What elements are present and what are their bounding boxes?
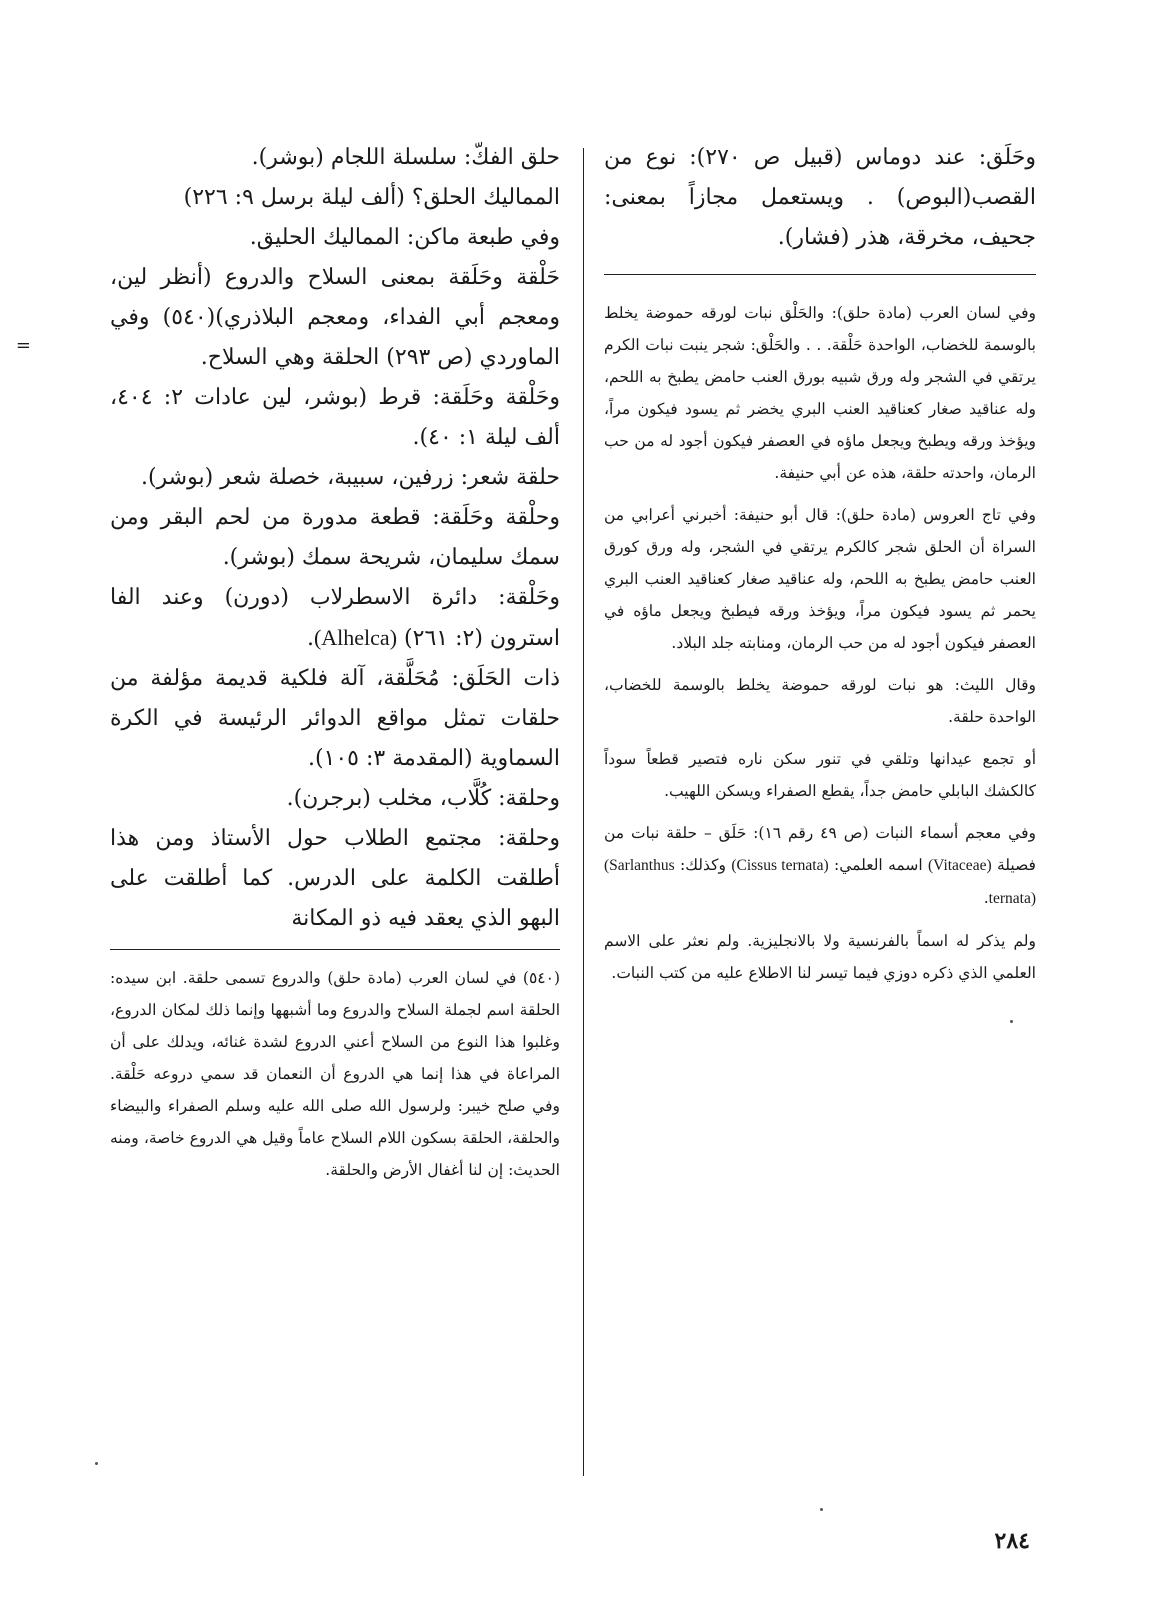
closing-paragraph: ولم يذكر له اسماً بالفرنسية ولا بالانجليزية. ولم نعثر على الاسم العلمي الذي ذكره دوزي فيما تيسر لنا الاطلاع عليه من كتب النبات. (604, 932, 1036, 982)
scan-speck (1010, 1020, 1013, 1023)
note-paragraph: وفي تاج العروس (مادة حلق): قال أبو حنيفة: أخبرني أعرابي من السراة أن الحلق شجر كالكرم يرتقي في الشجر، وله ورق كورق العنب حامض يطبخ به اللحم، وله عناقيد صغار كعناقيد العنب البري يحمر ثم يسود فيكون مراً، ويؤخذ ورقه فيطبخ ويجعل ماؤه في العصفر فيكون أجود له من حب الرمان، ومنابته جلد البلاد. (604, 506, 1036, 652)
plant-names-text: وفي معجم أسماء النبات (ص ٤٩ رقم ١٦): حَلَق – حلقة نبات من فصيلة (604, 824, 1036, 874)
plant-names-text-3: وكذلك: (679, 856, 726, 874)
scientific-latin-name: (Cissus ternata) (731, 857, 829, 874)
scan-speck (95, 1462, 98, 1465)
column-divider (583, 148, 584, 1476)
entry-paragraph: وحَلْقة وحَلَقة: قرط (بوشر، لين عادات ٢: ٤٠٤، ألف ليلة ١: ٤٠). (110, 385, 560, 450)
right-column (604, 138, 1036, 989)
astrolabe-text: وحَلْقة: دائرة الاسطرلاب (دورن) وعند الفا استرون (٢: ٢٦١) (110, 585, 560, 651)
family-latin-name: (Vitaceae) (928, 857, 992, 874)
astrolabe-entry: وحَلْقة: دائرة الاسطرلاب (دورن) وعند الفا استرون (٢: ٢٦١) (Alhelca). (110, 585, 560, 651)
footnote: (٥٤٠) في لسان العرب (مادة حلق) والدروع تسمى حلقة. ابن سيده: الحلقة اسم لجملة السلاح والدروع وما أشبهها وإنما ذلك لمكان الدروع، وغلبوا هذا النوع من السلاح أعني الدروع لشدة غنائه، ويدلك على أن المراعاة في هذا إنما هي الدروع أن النعمان قد سمي دروعه حَلْقة. وفي صلح خيبر: ولرسول الله صلى الله عليه وسلم الصفراء والبيضاء والحلقة، الحلقة بسكون اللام السلاح عاماً وقيل هي الدروع خاصة، ومنه الحديث: إن لنا أغفال الأرض والحلقة. (110, 969, 560, 1179)
scan-speck (820, 1508, 823, 1511)
entry-paragraph: حلقة شعر: زرفين، سبيبة، خصلة شعر (بوشر). (140, 465, 560, 490)
footnote-rule (110, 949, 560, 950)
page-number: ٢٨٤ (994, 1528, 1030, 1554)
plant-names-text-2: اسمه العلمي: (833, 856, 923, 874)
plant-names-paragraph: وفي معجم أسماء النبات (ص ٤٩ رقم ١٦): حَلَق – حلقة نبات من فصيلة (Vitaceae) اسمه العلمي: (Cissus ternata) وكذلك: (Sarlanthus ternata). (604, 824, 1036, 907)
entry-paragraph: حَلْقة وحَلَقة بمعنى السلاح والدروع (أنظر لين، ومعجم أبي الفداء، ومعجم البلاذري)(٥٤٠) وفي الماوردي (ص ٢٩٣) الحلقة وهي السلاح. (110, 265, 560, 370)
alternate-latin-name: (Sarlanthus ternata) (604, 857, 1036, 907)
note-paragraph: أو تجمع عيدانها وتلقي في تنور سكن ناره فتصير قطعاً سوداً كالكشك البابلي حامض جداً، يقطع الصفراء ويسكن اللهيب. (604, 750, 1036, 800)
margin-equals-mark: = (15, 335, 31, 356)
entry-paragraph: وحلقة: مجتمع الطلاب حول الأستاذ ومن هذا أطلقت الكلمة على الدرس. كما أطلقت على البهو الذي يعقد فيه ذو المكانة (110, 826, 560, 931)
left-column (110, 138, 560, 1186)
alhelca-latin: (Alhelca) (313, 625, 398, 650)
note-paragraph: وفي لسان العرب (مادة حلق): والحَلْق نبات لورقه حموضة يخلط بالوسمة للخضاب، الواحدة حَلْقة. . . والحَلْق: شجر ينبت نبات الكرم يرتقي في الشجر وله ورق شبيه بورق العنب حامض يطبخ به اللحم، وله عناقيد صغار كعناقيد العنب البري يخضر ثم يسود فيكون مراً، ويؤخذ ورقه ويطبخ ويجعل ماؤه في العصفر فيكون أجود له من حب الرمان، واحدته حلقة، هذه عن أبي حنيفة. (604, 304, 1036, 482)
entry-paragraph: ذات الحَلَق: مُحَلَّقة، آلة فلكية قديمة مؤلفة من حلقات تمثل مواقع الدوائر الرئيسة في الكرة السماوية (المقدمة ٣: ١٠٥). (110, 666, 560, 771)
entry-paragraph: حلق الفكّ: سلسلة اللجام (بوشر). (251, 145, 560, 170)
entry-paragraph: وحلقة: كُلَّاب، مخلب (برجرن). (286, 786, 560, 811)
note-paragraph: وقال الليث: هو نبات لورقه حموضة يخلط بالوسمة للخضاب، الواحدة حلقة. (604, 676, 1036, 726)
entry-paragraph: المماليك الحلق؟ (ألف ليلة برسل ٩: ٢٢٦) (183, 185, 560, 210)
column-rule (604, 274, 1036, 275)
entry-paragraph: وفي طبعة ماكن: المماليك الحليق. (249, 225, 560, 250)
intro-paragraph: وحَلَق: عند دوماس (قبيل ص ٢٧٠): نوع من القصب(البوص) . ويستعمل مجازاً بمعنى: جحيف، مخرقة، هذر (فشار). (604, 145, 1036, 250)
entry-paragraph: وحلْقة وحَلَقة: قطعة مدورة من لحم البقر ومن سمك سليمان، شريحة سمك (بوشر). (110, 505, 560, 570)
